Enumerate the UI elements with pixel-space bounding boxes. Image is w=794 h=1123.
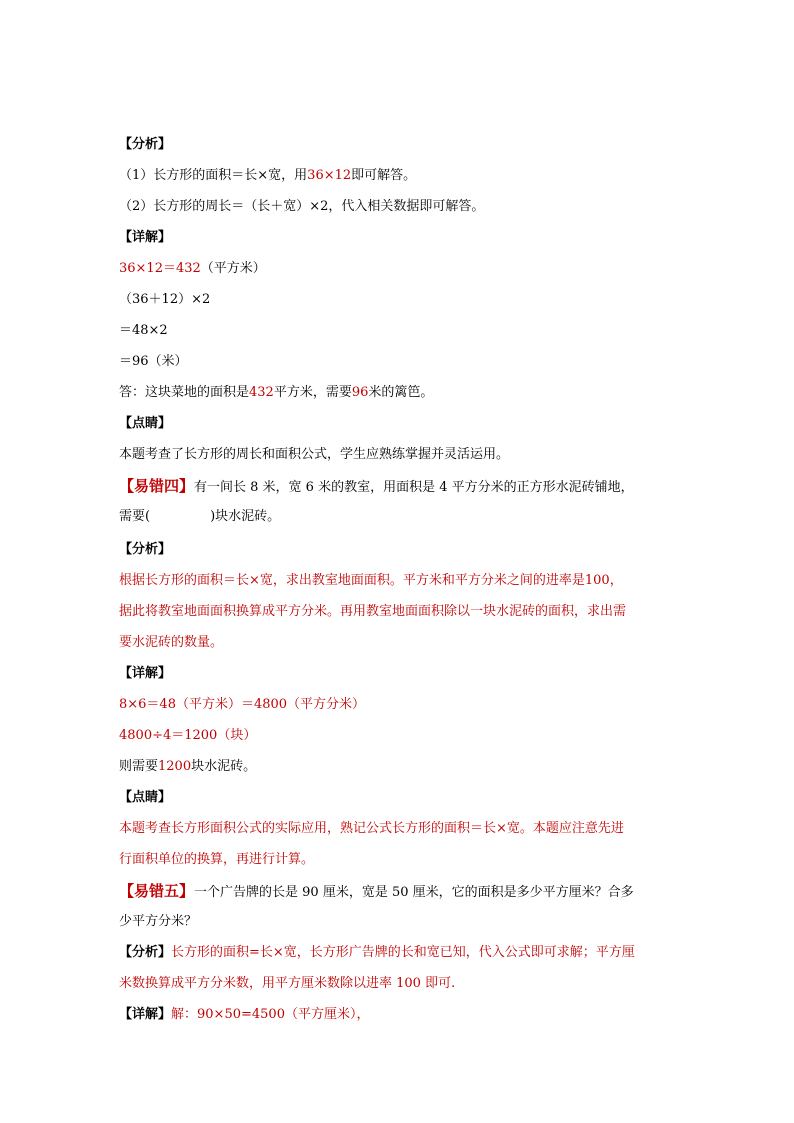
calc-2-step-2: 4800÷4＝1200（块）: [119, 728, 257, 743]
analysis-3-line-1: 【分析】长方形的面积=长×宽，长方形广告牌的长和宽已知，代入公式即可求解；平方厘: [119, 945, 635, 960]
comment-heading: 【点睛】: [119, 416, 172, 431]
analysis-2-line-1: 根据长方形的面积＝长×宽，求出教室地面面积。平方米和平方分米之间的进率是100，: [119, 573, 623, 588]
analysis-3-line-2: 米数换算成平方分米数，用平方厘米数除以进率 100 即可.: [119, 976, 456, 991]
detail-heading: 【详解】: [119, 230, 172, 245]
question-4-tag: 【易错四】: [119, 477, 195, 495]
analysis-point-1: （1）长方形的面积＝长×宽，用36×12即可解答。: [119, 168, 417, 183]
result-line: 则需要1200块水泥砖。: [119, 759, 257, 774]
question-5-line-2: 少平方分米？: [119, 914, 198, 929]
comment-2-line-1: 本题考查长方形面积公式的实际应用，熟记公式长方形的面积＝长×宽。本题应注意先进: [119, 821, 624, 836]
calc-2-step-1: 8×6＝48（平方米）＝4800（平方分米）: [119, 697, 366, 712]
comment-2-line-2: 行面积单位的换算，再进行计算。: [119, 852, 315, 867]
calc-step-1: 36×12＝432（平方米）: [119, 261, 266, 276]
question-5-line-1: 【易错五】一个广告牌的长是 90 厘米，宽是 50 厘米，它的面积是多少平方厘米？合多: [119, 882, 634, 900]
analysis-heading: 【分析】: [119, 137, 172, 152]
calc-step-3: ＝48×2: [119, 323, 168, 338]
question-4-line-1: 【易错四】有一间长 8 米，宽 6 米的教室，用面积是 4 平方分米的正方形水泥砖铺地，: [119, 477, 634, 495]
analysis-point-2: （2）长方形的周长＝（长＋宽）×2，代入相关数据即可解答。: [119, 199, 485, 214]
analysis-2-line-2: 据此将教室地面面积换算成平方分米。再用教室地面面积除以一块水泥砖的面积，求出需: [119, 604, 627, 619]
analysis-heading-2: 【分析】: [119, 542, 172, 557]
comment-heading-2: 【点睛】: [119, 790, 172, 805]
detail-3-line: 【详解】解：90×50=4500（平方厘米），: [119, 1007, 370, 1022]
answer-line: 答：这块菜地的面积是432平方米，需要96米的篱笆。: [119, 385, 434, 400]
comment-text: 本题考查了长方形的周长和面积公式，学生应熟练掌握并灵活运用。: [119, 447, 510, 462]
question-5-tag: 【易错五】: [119, 882, 195, 900]
detail-heading-2: 【详解】: [119, 666, 172, 681]
analysis-2-line-3: 要水泥砖的数量。: [119, 635, 224, 650]
detail-heading-3: 【详解】: [119, 1007, 172, 1022]
analysis-heading-3: 【分析】: [119, 945, 172, 960]
calc-step-2: （36＋12）×2: [119, 292, 211, 307]
calc-step-4: ＝96（米）: [119, 354, 188, 369]
question-4-line-2: 需要( )块水泥砖。: [119, 509, 281, 524]
